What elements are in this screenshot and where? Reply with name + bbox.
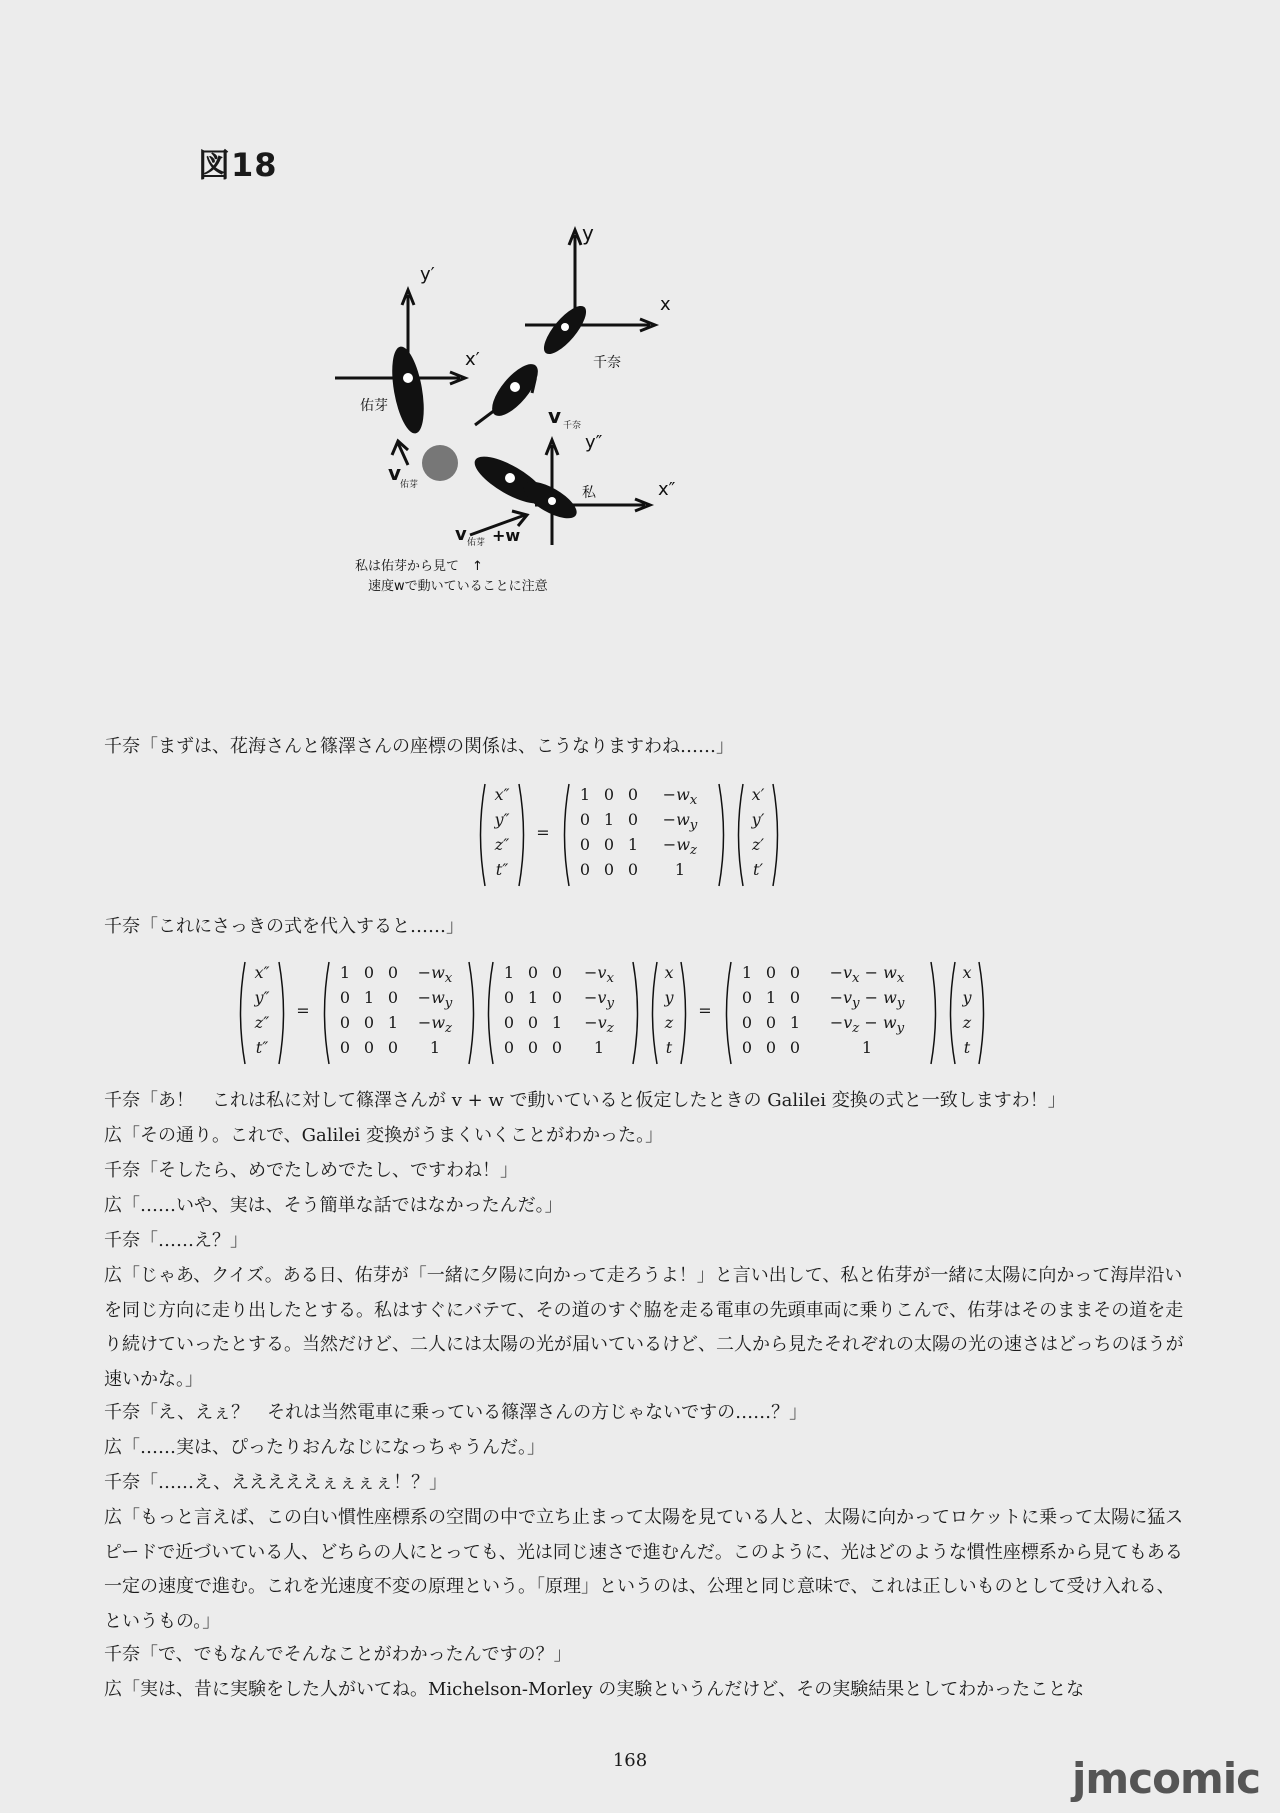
label-vw: v — [455, 524, 467, 545]
eq2-matrix-vw-entry: $-v_y - w_y$ — [829, 988, 905, 1012]
eq2-matrix-w-entry: 0 — [363, 1013, 375, 1032]
eq2-vector-2-entry: z — [962, 1013, 972, 1032]
dialogue-line: 千奈「……え、えええええぇぇぇぇ！？」 — [104, 1472, 448, 1493]
eq2-matrix-v-entry: 1 — [527, 988, 539, 1007]
eq2-matrix-vw-entry: 0 — [741, 1013, 753, 1032]
label-v-sub: 千奈 — [563, 421, 582, 431]
eq1-matrix-entry: 0 — [603, 860, 615, 879]
eq2-matrix-vw-entry: 0 — [765, 963, 777, 982]
eq1-matrix-entry: 0 — [579, 810, 591, 829]
equation-2 — [235, 960, 1035, 1070]
eq2-matrix-v-entry: 0 — [503, 1013, 515, 1032]
eq2-matrix-w-entry: 1 — [363, 988, 375, 1007]
left-paren — [475, 782, 487, 888]
eq2-vector-1-entry: y — [664, 988, 674, 1007]
eq2-vector-2-entry: y — [962, 988, 972, 1007]
eq1-matrix-entry: 0 — [579, 860, 591, 879]
eq2-matrix-w-entry: 0 — [339, 988, 351, 1007]
watermark: jmcomic — [1072, 1754, 1260, 1803]
eq1-matrix-entry: 1 — [674, 860, 686, 879]
eq1-lhs-vector-entry: t″ — [495, 860, 509, 879]
label-vw-plus: +w — [492, 526, 521, 545]
eq2-matrix-vw-entry: 0 — [789, 963, 801, 982]
eq1-rhs-vector-entry: t′ — [752, 860, 764, 879]
eq2-matrix-w-entry: 0 — [339, 1013, 351, 1032]
eq1-lhs-vector-entry: z″ — [494, 835, 510, 854]
left-paren — [483, 960, 495, 1066]
eq2-matrix-v-entry: 0 — [551, 963, 563, 982]
eq1-matrix-entry: 0 — [627, 860, 639, 879]
dialogue-line: 千奈「で、でもなんでそんなことがわかったんですの？」 — [104, 1644, 572, 1665]
eq2-matrix-v-entry: 0 — [551, 1038, 563, 1057]
eq1-matrix-entry: 1 — [627, 835, 639, 854]
page-number: 168 — [612, 1750, 648, 1771]
dialogue-line: 千奈「あ！ これは私に対して篠澤さんが v + w で動いていると仮定したときの Galilei 変換の式と一致しますわ！」 — [104, 1090, 1066, 1111]
eq1-rhs-vector-entry: x′ — [751, 785, 765, 804]
eq1-matrix-entry: 0 — [627, 785, 639, 804]
eq2-matrix-vw-entry: 0 — [789, 1038, 801, 1057]
left-paren — [559, 782, 571, 888]
eq2-matrix-v-entry: 0 — [503, 1038, 515, 1057]
eq2-matrix-v-entry: $-v_z$ — [584, 1013, 614, 1037]
eq1-matrix-entry: $-w_x$ — [662, 785, 698, 809]
eq2-matrix-vw-entry: 1 — [861, 1038, 873, 1057]
eq2-lhs-vector-entry: y″ — [254, 988, 270, 1007]
eq2-lhs-vector-entry: z″ — [254, 1013, 270, 1032]
eq2-matrix-w-entry: 1 — [387, 1013, 399, 1032]
equation-1 — [475, 782, 775, 892]
label-y: y — [582, 221, 594, 245]
eq2-matrix-w-entry: 1 — [339, 963, 351, 982]
label-v-yuga-sub: 佑芽 — [400, 480, 419, 490]
eq1-rhs-vector-entry: y′ — [751, 810, 765, 829]
eq2-lhs-vector-entry: x″ — [254, 963, 270, 982]
eq2-matrix-v-entry: $-v_x$ — [584, 963, 614, 987]
eq2-equals-2: = — [698, 1000, 712, 1020]
eq2-matrix-v-entry: $-v_y$ — [584, 988, 614, 1012]
eq2-matrix-vw-entry: 0 — [765, 1013, 777, 1032]
eq2-matrix-vw-entry: 0 — [741, 1038, 753, 1057]
right-paren — [771, 782, 783, 888]
eq2-vector-2-entry: t — [963, 1038, 971, 1057]
eq2-matrix-v-entry: 1 — [503, 963, 515, 982]
left-paren — [945, 960, 957, 1066]
eq2-vector-1-entry: x — [664, 963, 674, 982]
left-paren — [733, 782, 745, 888]
eq2-matrix-w-entry: 0 — [387, 988, 399, 1007]
eq1-matrix-entry: 0 — [579, 835, 591, 854]
eq1-matrix-entry: $-w_z$ — [662, 835, 698, 859]
eq2-matrix-v-entry: 1 — [551, 1013, 563, 1032]
label-watashi: 私 — [582, 485, 596, 501]
right-paren — [631, 960, 643, 1066]
eq2-matrix-vw-entry: 1 — [789, 1013, 801, 1032]
eq2-matrix-v-entry: 1 — [593, 1038, 605, 1057]
eq2-matrix-v-entry: 0 — [503, 988, 515, 1007]
left-paren — [647, 960, 659, 1066]
eq2-matrix-w-entry: $-w_y$ — [417, 988, 453, 1012]
dialogue-line: 広「その通り。これで、Galilei 変換がうまくいくことがわかった。」 — [104, 1125, 664, 1146]
right-paren — [277, 960, 289, 1066]
eq1-matrix-entry: 0 — [627, 810, 639, 829]
eq2-matrix-vw-entry: $-v_x - w_x$ — [829, 963, 905, 987]
eq1-equals: = — [536, 822, 550, 842]
right-paren — [467, 960, 479, 1066]
dialogue-line: 千奈「まずは、花海さんと篠澤さんの座標の関係は、こうなりますわね……」 — [104, 736, 734, 757]
dialogue-line: 千奈「え、えぇ？ それは当然電車に乗っている篠澤さんの方じゃないですの……？」 — [104, 1402, 808, 1423]
eq2-vector-1-entry: t — [665, 1038, 673, 1057]
eq2-equals-1: = — [296, 1000, 310, 1020]
eq2-matrix-w-entry: 0 — [363, 963, 375, 982]
eq1-lhs-vector-entry: x″ — [494, 785, 510, 804]
label-x-dprime: x″ — [658, 479, 676, 500]
eq2-vector-1-entry: z — [664, 1013, 674, 1032]
eq1-lhs-vector-entry: y″ — [494, 810, 510, 829]
label-v-yuga: v — [388, 461, 402, 485]
eq2-matrix-w-entry: 0 — [339, 1038, 351, 1057]
dialogue-paragraph: 広「もっと言えば、この白い慣性座標系の空間の中で立ち止まって太陽を見ている人と、太陽に向かってロケットに乗って太陽に猛スピードで近づいている人、どちらの人にとっても、光は同じ速さで進むんだ。このように、光はどのような慣性座標系から見てもある一定の速度で進む。これを光速度不変の原理という。「原理」というのは、公理と同じ意味で、これは正しいものとして受け入れる、というもの。」 — [104, 1507, 1184, 1632]
dialogue-line: 広「……いや、実は、そう簡単な話ではなかったんだ。」 — [104, 1195, 563, 1216]
eq1-matrix-entry: 0 — [603, 835, 615, 854]
dialogue-line: 千奈「これにさっきの式を代入すると……」 — [104, 916, 464, 937]
eq2-matrix-vw-entry: 1 — [741, 963, 753, 982]
label-y-dprime: y″ — [585, 432, 603, 453]
eq2-matrix-w-entry: $-w_x$ — [417, 963, 453, 987]
dialogue-line: 広「実は、昔に実験をした人がいてね。Michelson-Morley の実験というんだけど、その実験結果としてわかったことな — [104, 1679, 1085, 1700]
label-vw-sub: 佑芽 — [467, 538, 486, 548]
eq2-matrix-vw-entry: 0 — [789, 988, 801, 1007]
figure-18-diagram — [320, 215, 676, 595]
left-paren — [235, 960, 247, 1066]
dialogue-line: 広「……実は、ぴったりおんなじになっちゃうんだ。」 — [104, 1437, 545, 1458]
eq2-matrix-w-entry: 0 — [387, 963, 399, 982]
eq2-matrix-v-entry: 0 — [527, 1038, 539, 1057]
label-china: 千奈 — [593, 355, 621, 371]
eq2-vector-2-entry: x — [962, 963, 972, 982]
eq2-matrix-vw-entry: $-v_z - w_y$ — [829, 1013, 905, 1037]
eq2-matrix-vw-entry: 0 — [765, 1038, 777, 1057]
label-y-prime: y′ — [420, 264, 435, 285]
right-paren — [977, 960, 989, 1066]
left-paren — [721, 960, 733, 1066]
dialogue-line: 千奈「……え？」 — [104, 1230, 248, 1251]
label-v: v — [548, 404, 562, 428]
eq2-matrix-w-entry: 0 — [363, 1038, 375, 1057]
right-paren — [517, 782, 529, 888]
eq1-matrix-entry: 0 — [603, 785, 615, 804]
eq2-matrix-v-entry: 0 — [527, 963, 539, 982]
eq2-matrix-vw-entry: 1 — [765, 988, 777, 1007]
dialogue-paragraph: 広「じゃあ、クイズ。ある日、佑芽が「一緒に夕陽に向かって走ろうよ！」と言い出して、私と佑芽が一緒に太陽に向かって海岸沿いを同じ方向に走り出したとする。私はすぐにバテて、その道のすぐ脇を走る電車の先頭車両に乗りこんで、佑芽はそのままその道を走り続けていったとする。当然だけど、二人には太陽の光が届いているけど、二人から見たそれぞれの太陽の光の速さはどっちのほうが速いかな。」 — [104, 1265, 1184, 1390]
eq2-matrix-w-entry: $-w_z$ — [417, 1013, 453, 1037]
eq1-matrix-entry: 1 — [603, 810, 615, 829]
eq1-matrix-entry: 1 — [579, 785, 591, 804]
eq2-matrix-v-entry: 0 — [527, 1013, 539, 1032]
right-paren — [679, 960, 691, 1066]
eq2-matrix-vw-entry: 0 — [741, 988, 753, 1007]
eq2-matrix-v-entry: 0 — [551, 988, 563, 1007]
figure-title: 図18 — [198, 146, 278, 184]
right-paren — [717, 782, 729, 888]
eq1-matrix-entry: $-w_y$ — [662, 810, 698, 834]
eq2-lhs-vector-entry: t″ — [255, 1038, 269, 1057]
eq1-rhs-vector-entry: z′ — [751, 835, 765, 854]
right-paren — [929, 960, 941, 1066]
left-paren — [319, 960, 331, 1066]
label-yuga: 佑芽 — [360, 398, 388, 414]
eq2-matrix-w-entry: 1 — [429, 1038, 441, 1057]
eq2-matrix-w-entry: 0 — [387, 1038, 399, 1057]
label-x-prime: x′ — [465, 349, 480, 370]
label-x: x — [660, 294, 671, 315]
figure-note-1: 私は佑芽から見て ↑ — [355, 559, 483, 574]
dialogue-line: 千奈「そしたら、めでたしめでたし、ですわね！」 — [104, 1160, 518, 1181]
figure-note-2: 速度wで動いていることに注意 — [368, 579, 548, 594]
